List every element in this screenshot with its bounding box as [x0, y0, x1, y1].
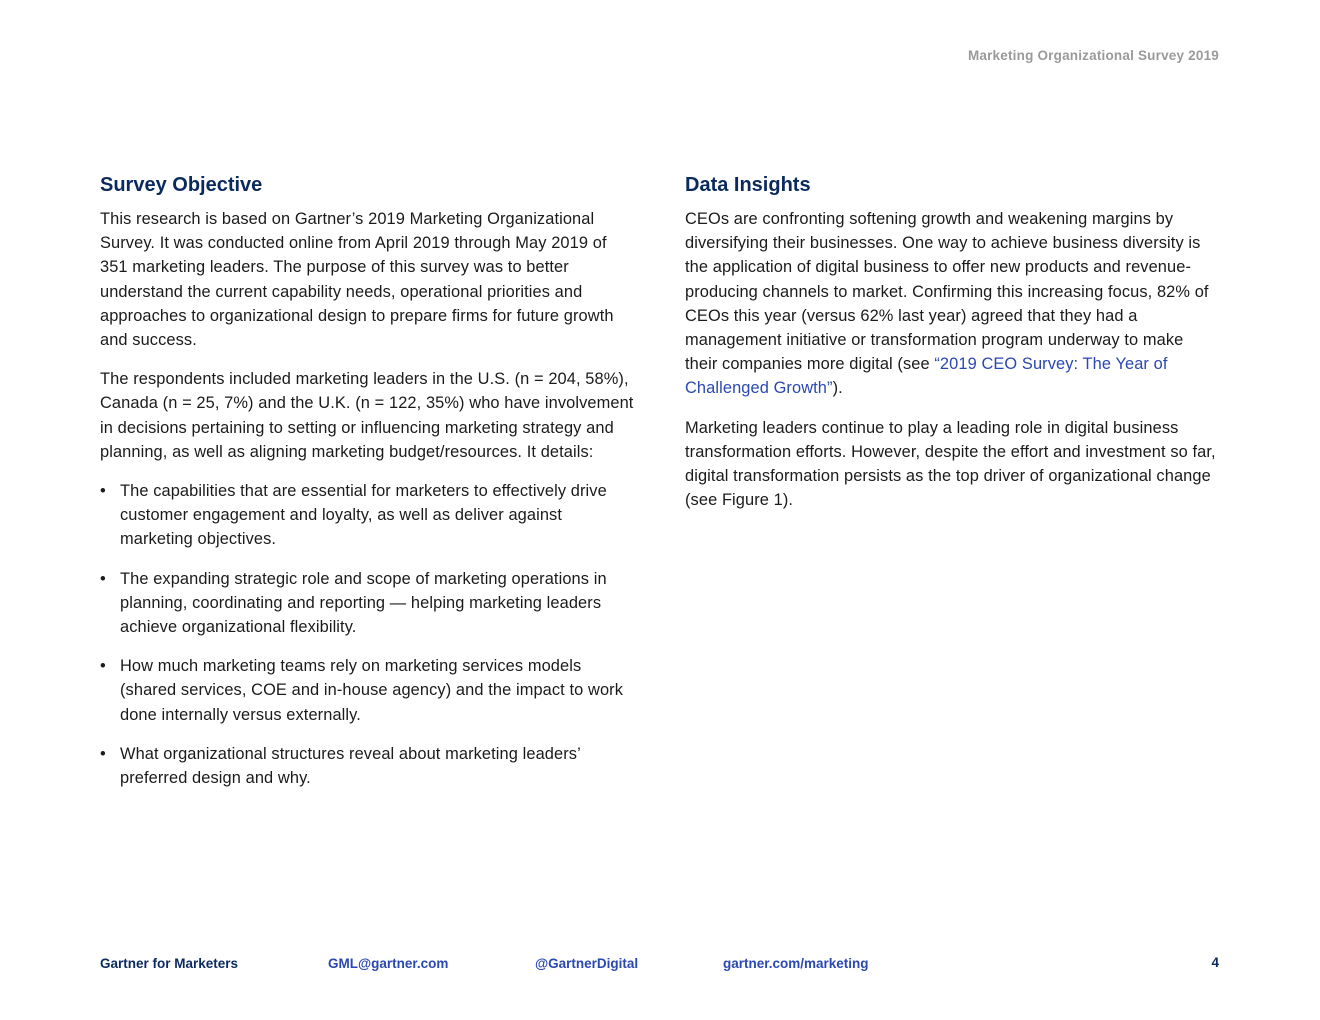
bullet-icon: •	[100, 657, 106, 676]
paragraph-text: CEOs are confronting softening growth and weakening margins by diversifying their businesses. One way to achieve business diversity is the application of digital business to offer new products and revenue-producing channels to market. Confirming this increasing focus, 82% of CEOs this year (versus 62% last year) agreed that they had a management initiative or transformation program underway to make their companies more digital (see	[685, 210, 1209, 374]
footer-website-link[interactable]: gartner.com/marketing	[723, 956, 869, 971]
survey-objective-heading: Survey Objective	[100, 174, 263, 196]
data-insights-paragraph-2: Marketing leaders continue to play a leading role in digital business transformation efforts. However, despite the effort and investment so far, digital transformation persists as the top driver of organizational change (see Figure 1).	[685, 418, 1216, 510]
bullet-icon: •	[100, 569, 106, 588]
details-list	[100, 479, 635, 790]
survey-objective-paragraph-2: The respondents included marketing leaders in the U.S. (n = 204, 58%), Canada (n = 25, 7%) and the U.K. (n = 122, 35%) who have involvement in decisions pertaining to setting or influencing marketing strategy and planning, as well as aligning marketing budget/resources. It details:	[100, 370, 634, 461]
paragraph-text-end: ).	[832, 379, 843, 398]
survey-objective-paragraph-1: This research is based on Gartner’s 2019 Marketing Organizational Survey. It was conducted online from April 2019 through May 2019 of 351 marketing leaders. The purpose of this survey was to better understand the current capability needs, operational priorities and approaches to organizational design to prepare firms for future growth and success.	[100, 210, 614, 350]
page-number: 4	[1211, 955, 1219, 970]
bullet-icon: •	[100, 744, 106, 763]
list-item-text: The capabilities that are essential for marketers to effectively drive customer engagement and loyalty, as well as deliver against marketing objectives.	[120, 482, 607, 549]
data-insights-column	[685, 172, 1220, 527]
survey-objective-column	[100, 172, 635, 805]
footer-social-link[interactable]: @GartnerDigital	[535, 956, 639, 971]
running-header: Marketing Organizational Survey 2019	[967, 48, 1219, 63]
footer-brand: Gartner for Marketers	[100, 956, 239, 971]
footer-email-link[interactable]: GML@gartner.com	[328, 956, 449, 971]
list-item	[100, 567, 635, 640]
list-item-text: The expanding strategic role and scope of marketing operations in planning, coordinating and reporting — helping marketing leaders achieve organizational flexibility.	[120, 569, 607, 637]
list-item	[100, 479, 635, 552]
bullet-icon: •	[100, 482, 106, 501]
list-item	[100, 742, 635, 790]
data-insights-heading: Data Insights	[685, 174, 811, 196]
list-item-text: How much marketing teams rely on marketing services models (shared services, COE and in-house agency) and the impact to work done internally versus externally.	[120, 657, 624, 724]
list-item	[100, 654, 635, 727]
ceo-survey-link[interactable]: “2019 CEO Survey: The Year of Challenged Growth”	[685, 355, 1168, 398]
list-item-text: What organizational structures reveal about marketing leaders’ preferred design and why.	[120, 744, 581, 788]
data-insights-paragraph-1	[685, 207, 1220, 401]
